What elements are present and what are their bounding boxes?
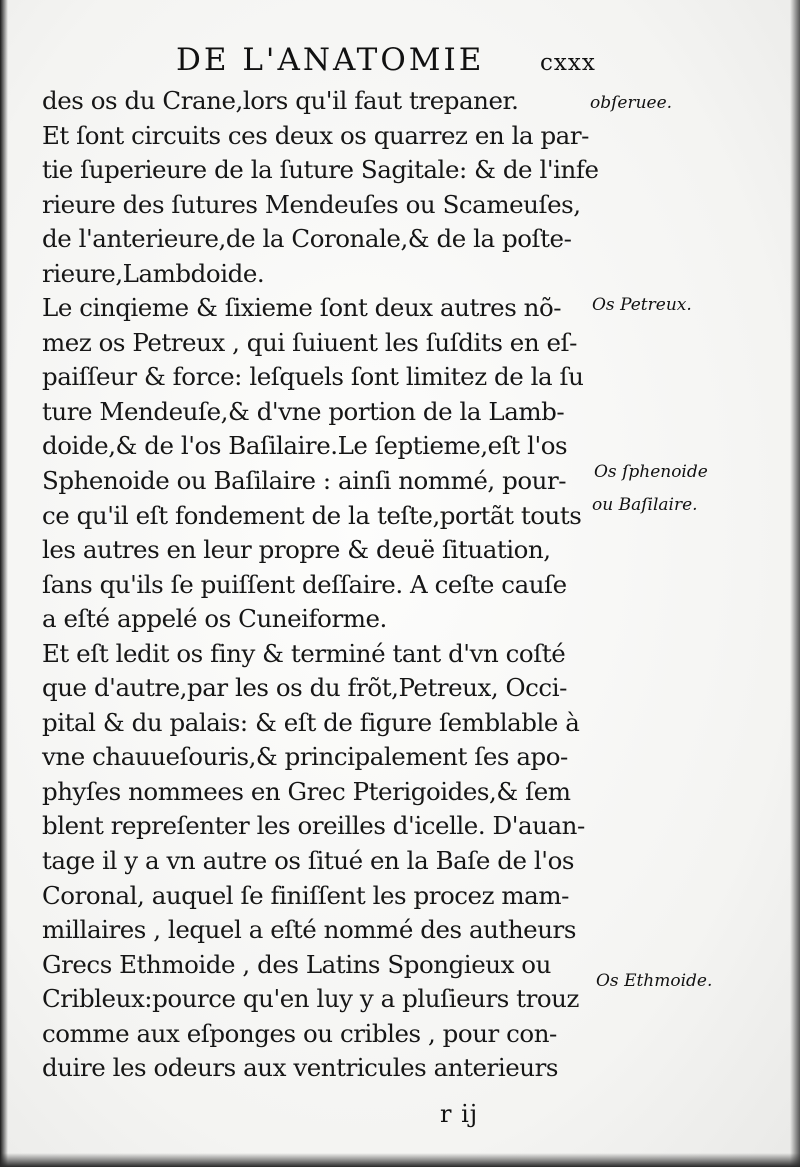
text-line: Sphenoide ou Baſilaire : ainſi nommé, pour- xyxy=(42,466,567,496)
text-line: ſans qu'ils ſe puiſſent deſſaire. A ceſte cauſe xyxy=(42,569,567,599)
text-line: Coronal, auquel ſe finiſſent les procez mam- xyxy=(42,880,569,910)
body-text xyxy=(42,84,602,1086)
text-line: mez os Petreux , qui ſuiuent les ſuſdits en eſ- xyxy=(42,327,577,357)
page-left-shadow xyxy=(0,0,8,1167)
signature-mark: r ij xyxy=(440,1100,479,1128)
text-line: comme aux eſponges ou cribles , pour con- xyxy=(42,1018,557,1048)
text-line: tie ſuperieure de la ſuture Sagitale: & de l'infe xyxy=(42,155,599,185)
text-line: paiſſeur & force: leſquels ſont limitez de la ſu xyxy=(42,362,584,392)
text-line: doide,& de l'os Baſilaire.Le ſeptieme,eſt l'os xyxy=(42,431,568,461)
text-line: rieure,Lambdoide. xyxy=(42,258,265,288)
text-line: duire les odeurs aux ventricules anterieurs xyxy=(42,1053,558,1083)
text-line: ce qu'il eſt fondement de la teſte,portãt touts xyxy=(42,500,582,530)
margin-note-os-ethmoide: Os Ethmoide. xyxy=(596,971,713,991)
text-line: ture Mendeuſe,& d'vne portion de la Lamb- xyxy=(42,396,565,426)
margin-note-os-petreux: Os Petreux. xyxy=(592,295,692,315)
text-line: phyſes nommees en Grec Pterigoides,& ſem xyxy=(42,776,571,806)
folio-number: cxxx xyxy=(540,50,596,76)
text-line: Grecs Ethmoide , des Latins Spongieux ou xyxy=(42,949,551,979)
text-line: Et eſt ledit os finy & terminé tant d'vn coſté xyxy=(42,638,566,668)
page-right-shadow xyxy=(790,0,800,1167)
margin-note-obseruee: obſeruee. xyxy=(590,93,673,113)
text-line: que d'autre,par les os du frõt,Petreux, Occi- xyxy=(42,673,567,703)
text-line: des os du Crane,lors qu'il faut trepaner. xyxy=(42,86,519,115)
margin-note-ou-basilaire: ou Baſilaire. xyxy=(592,495,698,515)
text-line: Le cinqieme & ſixieme ſont deux autres nõ- xyxy=(42,293,562,323)
text-line: les autres en leur propre & deuë ſituation, xyxy=(42,535,551,565)
text-line: a eſté appelé os Cuneiforme. xyxy=(42,604,387,634)
text-line: tage il y a vn autre os ſitué en la Baſe de l'os xyxy=(42,846,574,876)
text-line: millaires , lequel a eſté nommé des autheurs xyxy=(42,915,576,945)
page-bottom-shadow xyxy=(0,1153,800,1167)
text-line: blent repreſenter les oreilles d'icelle. D'auan- xyxy=(42,811,585,841)
text-line: pital & du palais: & eſt de figure ſemblable à xyxy=(42,707,580,737)
text-line: vne chauueſouris,& principalement ſes apo- xyxy=(42,742,568,772)
text-line: rieure des ſutures Mendeuſes ou Scameuſes, xyxy=(42,189,581,219)
text-line: Cribleux:pource qu'en luy y a pluſieurs trouz xyxy=(42,984,579,1014)
margin-note-os-sphenoide: Os ſphenoide xyxy=(594,462,708,482)
page-header xyxy=(0,42,800,82)
text-line: de l'anterieure,de la Coronale,& de la poſte- xyxy=(42,224,572,254)
text-line: Et ſont circuits ces deux os quarrez en la par- xyxy=(42,120,589,150)
running-title: DE L'ANATOMIE xyxy=(176,42,485,78)
